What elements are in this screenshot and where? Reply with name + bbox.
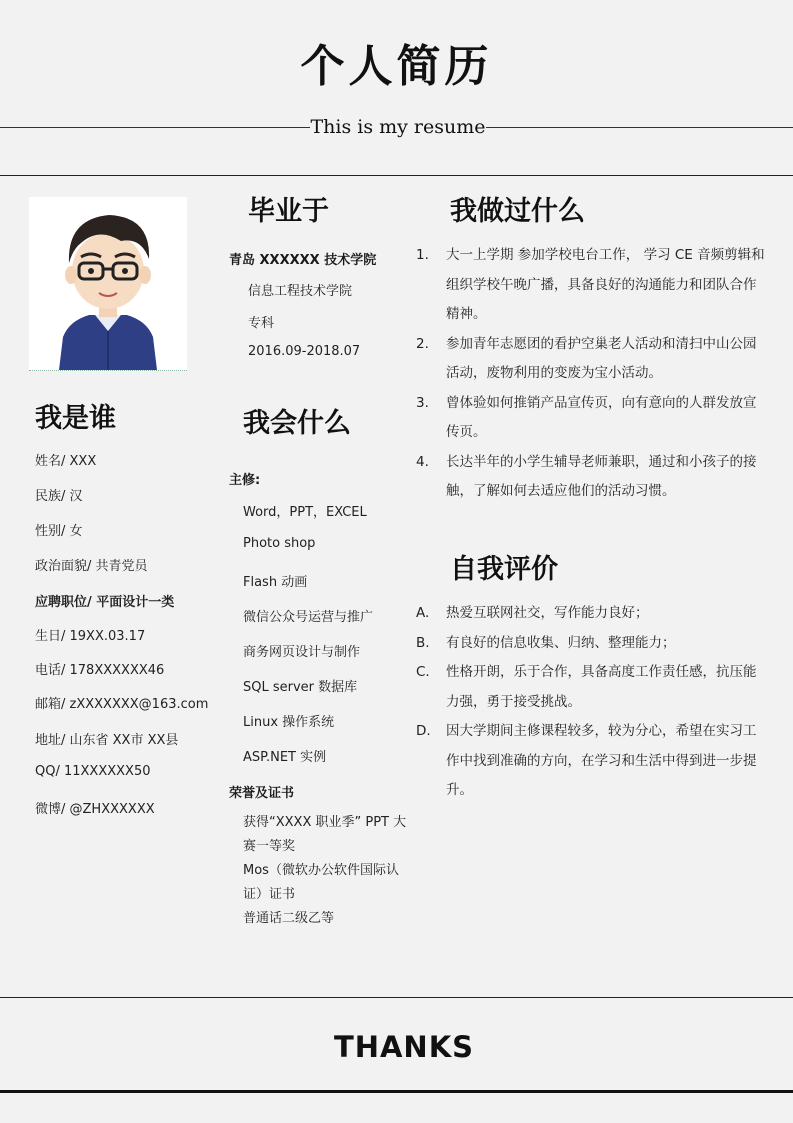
page-title: 个人简历 [300, 41, 493, 92]
experience-list [416, 241, 768, 507]
education-degree: 专科 [248, 316, 275, 331]
list-marker: 3. [416, 394, 429, 411]
profile-gender: 性别/ 女 [35, 524, 83, 539]
experience-item [416, 241, 768, 330]
list-marker: C. [416, 664, 430, 680]
education-school: 青岛 XXXXXX 技术学院 [229, 253, 377, 268]
experience-text: 曾体验如何推销产品宣传页，向有意向的人群发放宣传页。 [446, 394, 757, 440]
page-subtitle: This is my resume [310, 116, 486, 138]
thanks-text: THANKS [333, 1030, 475, 1064]
profile-target-position: 应聘职位/ 平面设计一类 [35, 595, 175, 610]
skill-item: Photo shop [243, 536, 316, 551]
profile-weibo: 微博/ @ZHXXXXXX [35, 802, 155, 817]
evaluation-item [416, 599, 768, 629]
evaluation-text: 因大学期间主修课程较多，较为分心，希望在实习工作中找到准确的方向，在学习和生活中得到进一步提升。 [446, 723, 757, 798]
evaluation-item [416, 658, 768, 717]
list-marker: D. [416, 723, 431, 739]
experience-heading: 我做过什么 [450, 196, 585, 227]
list-marker: B. [416, 634, 430, 651]
evaluation-item [416, 629, 768, 659]
honor-item: Mos（微软办公软件国际认证）证书 [243, 863, 399, 902]
honor-item: 获得“XXXX 职业季” PPT 大赛一等奖 [243, 815, 407, 854]
skill-item: Word，PPT，EXCEL [243, 505, 367, 520]
profile-email: 邮箱/ zXXXXXXX@163.com [35, 697, 209, 712]
profile-birthday: 生日/ 19XX.03.17 [35, 629, 146, 644]
profile-phone: 电话/ 178XXXXXX46 [35, 663, 165, 678]
profile-name: 姓名/ XXX [35, 454, 97, 469]
profile-ethnicity: 民族/ 汉 [35, 489, 83, 504]
experience-text: 大一上学期 参加学校电台工作， 学习 CE 音频剪辑和组织学校午晚广播，具备良好的沟通能力和团队合作精神。 [446, 247, 765, 322]
skill-item: 商务网页设计与制作 [243, 645, 361, 660]
footer-divider [0, 997, 793, 998]
profile-avatar [29, 197, 187, 371]
experience-text: 长达半年的小学生辅导老师兼职，通过和小孩子的接触，了解如何去适应他们的活动习惯。 [446, 453, 757, 499]
list-marker: 1. [416, 247, 429, 263]
skills-major-label: 主修: [229, 473, 261, 488]
experience-item [416, 330, 768, 389]
list-marker: 2. [416, 335, 429, 352]
experience-item [416, 389, 768, 448]
skill-item: 微信公众号运营与推广 [243, 610, 374, 625]
skill-item: Flash 动画 [243, 575, 308, 590]
experience-item [416, 448, 768, 507]
skill-item: SQL server 数据库 [243, 680, 358, 695]
profile-political-status: 政治面貌/ 共青党员 [35, 559, 148, 574]
honors-label: 荣誉及证书 [229, 786, 295, 801]
education-period: 2016.09-2018.07 [248, 344, 361, 359]
subtitle-left-line [0, 127, 310, 128]
profile-address: 地址/ 山东省 XX市 XX县 [35, 733, 179, 748]
evaluation-item [416, 717, 768, 806]
subtitle-row [0, 114, 793, 142]
evaluation-list [416, 599, 768, 806]
footer-bottom-rule [0, 1090, 793, 1093]
cartoon-portrait-icon [29, 197, 187, 370]
evaluation-heading: 自我评价 [450, 554, 558, 585]
honors-list [243, 811, 413, 931]
skill-item: Linux 操作系统 [243, 715, 335, 730]
honor-item: 普通话二级乙等 [243, 911, 335, 926]
experience-text: 参加青年志愿团的看护空巢老人活动和清扫中山公园活动，废物利用的变废为宝小活动。 [446, 335, 757, 381]
list-marker: 4. [416, 453, 429, 470]
subtitle-right-line [486, 127, 793, 128]
profile-qq: QQ/ 11XXXXXX50 [35, 764, 151, 779]
skill-item: ASP.NET 实例 [243, 750, 327, 765]
list-marker: A. [416, 605, 430, 621]
evaluation-text: 性格开朗，乐于合作，具备高度工作责任感，抗压能力强，勇于接受挑战。 [446, 664, 757, 710]
evaluation-text: 有良好的信息收集、归纳、整理能力； [446, 634, 676, 651]
evaluation-text: 热爱互联网社交，写作能力良好； [446, 605, 649, 621]
header-divider [0, 175, 793, 176]
education-department: 信息工程技术学院 [248, 284, 353, 299]
profile-heading: 我是谁 [35, 403, 116, 434]
skills-heading: 我会什么 [243, 408, 351, 439]
education-heading: 毕业于 [248, 196, 329, 227]
